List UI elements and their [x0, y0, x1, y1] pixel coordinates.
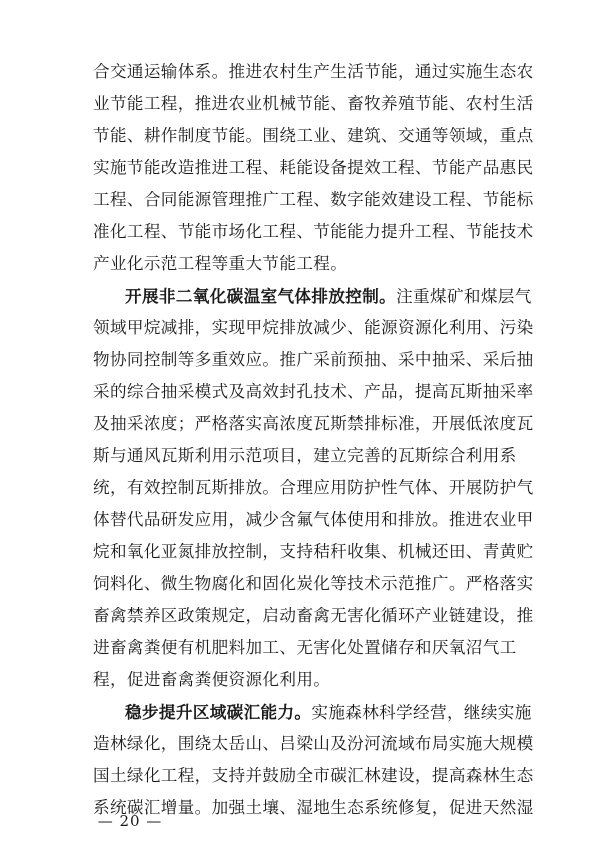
- section-heading: 开展非二氧化碳温室气体排放控制。: [125, 286, 397, 306]
- section-heading: 稳步提升区域碳汇能力。: [125, 702, 312, 722]
- paragraph-line: 程，促进畜禽粪便资源化利用。: [93, 670, 331, 689]
- paragraph-line: 国土绿化工程，支持并鼓励全市碳汇林建设，提高森林生态: [93, 766, 534, 785]
- paragraph-line: 领域甲烷减排，实现甲烷排放减少、能源资源化利用、污染: [93, 318, 534, 337]
- paragraph-line: 物协同控制等多重效应。推广采前预抽、采中抽采、采后抽: [93, 350, 534, 369]
- paragraph-line: 进畜禽粪便有机肥料加工、无害化处置储存和厌氧沼气工: [93, 638, 517, 657]
- paragraph-line: 工程、合同能源管理推广工程、数字能效建设工程、节能标: [93, 190, 534, 209]
- paragraph-first-line: [125, 281, 532, 311]
- paragraph-line: 统，有效控制瓦斯排放。合理应用防护性气体、开展防护气: [93, 478, 534, 497]
- paragraph-line: 准化工程、节能市场化工程、节能能力提升工程、节能技术: [93, 222, 534, 241]
- paragraph-line: 系统碳汇增量。加强土壤、湿地生态系统修复，促进天然湿: [93, 798, 534, 817]
- paragraph-line: 饲料化、微生物腐化和固化炭化等技术示范推广。严格落实: [93, 574, 534, 593]
- page-number: — 20 —: [97, 812, 163, 830]
- paragraph-line: 及抽采浓度；严格落实高浓度瓦斯禁排标准，开展低浓度瓦: [93, 414, 534, 433]
- paragraph-line: 实施节能改造推进工程、耗能设备提效工程、节能产品惠民: [93, 158, 534, 177]
- paragraph-line: 体替代品研发应用，减少含氟气体使用和排放。推进农业甲: [93, 510, 534, 529]
- paragraph-first-line: [125, 697, 532, 727]
- paragraph-line: 畜禽禁养区政策规定，启动畜禽无害化循环产业链建设，推: [93, 606, 534, 625]
- paragraph-line: 烷和氧化亚氮排放控制，支持秸秆收集、机械还田、青黄贮: [93, 542, 534, 561]
- paragraph-line: 业节能工程，推进农业机械节能、畜牧养殖节能、农村生活: [93, 94, 534, 113]
- paragraph-text: 实施森林科学经营，继续实施: [311, 703, 532, 722]
- paragraph-line: 合交通运输体系。推进农村生产生活节能，通过实施生态农: [93, 62, 534, 81]
- paragraph-line: 产业化示范工程等重大节能工程。: [93, 254, 348, 273]
- paragraph-line: 造林绿化，围绕太岳山、吕梁山及汾河流域布局实施大规模: [93, 734, 534, 753]
- paragraph-text: 注重煤矿和煤层气: [396, 287, 532, 306]
- paragraph-line: 节能、耕作制度节能。围绕工业、建筑、交通等领域，重点: [93, 126, 534, 145]
- paragraph-line: 斯与通风瓦斯利用示范项目，建立完善的瓦斯综合利用系: [93, 446, 517, 465]
- paragraph-line: 采的综合抽采模式及高效封孔技术、产品，提高瓦斯抽采率: [93, 382, 534, 401]
